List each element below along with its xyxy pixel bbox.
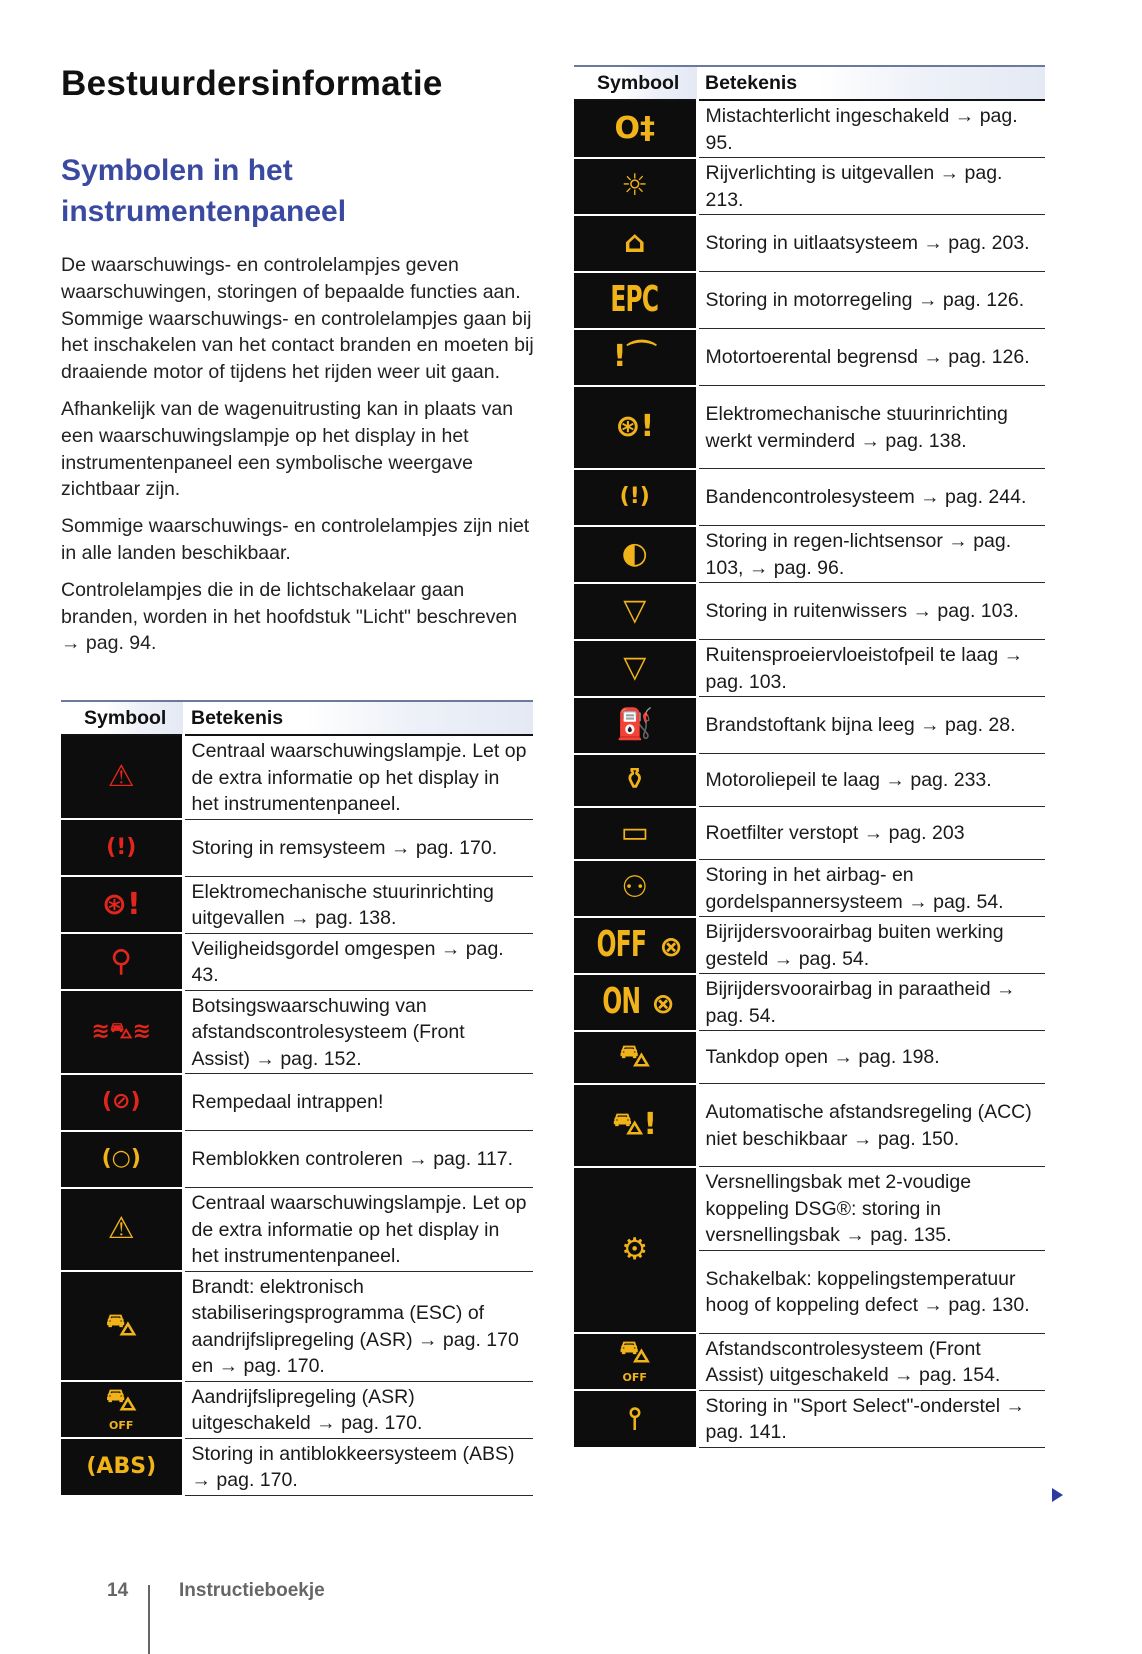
symbol-cell — [574, 697, 697, 754]
table-row — [574, 1084, 1045, 1167]
asr-off-icon: ⛍ — [105, 1382, 137, 1418]
meaning-cell: Storing in ruitenwissers → pag. 103. — [697, 583, 1045, 640]
table-row — [61, 876, 533, 933]
table-row — [574, 917, 1045, 974]
table-row — [61, 1188, 533, 1272]
table-header-row — [61, 701, 533, 735]
table-row — [574, 329, 1045, 386]
meaning-cell: Versnellingsbak met 2-voudige koppeling DSG®: storing in versnellingsbak → pag. 135. — [697, 1167, 1045, 1251]
off-label: OFF — [109, 1418, 134, 1432]
brake-pedal-icon: (⊘) — [101, 1089, 141, 1114]
meaning-cell: Botsingswaarschuwing van afstandscontrolesysteem (Front Assist) → pag. 152. — [183, 990, 533, 1074]
symbol-cell — [574, 526, 697, 583]
symbol-cell — [574, 215, 697, 272]
table-row — [574, 526, 1045, 583]
meaning-cell: Ruitensproeiervloeistofpeil te laag → pag. 103. — [697, 640, 1045, 697]
meaning-cell: Automatische afstandsregeling (ACC) niet beschikbaar → pag. 150. — [697, 1084, 1045, 1167]
meaning-cell: Motoroliepeil te laag → pag. 233. — [697, 754, 1045, 807]
meaning-cell: Brandstoftank bijna leeg → pag. 28. — [697, 697, 1045, 754]
particulate-filter-icon: ▭ — [620, 815, 649, 850]
table-row — [61, 933, 533, 990]
symbol-cell — [574, 1084, 697, 1167]
table-row — [574, 215, 1045, 272]
table-row — [574, 386, 1045, 469]
off-label: OFF — [622, 1370, 647, 1384]
meaning-cell: Motortoerental begrensd → pag. 126. — [697, 329, 1045, 386]
engine-icon: ⌂ — [624, 225, 646, 260]
bulb-failure-icon: ☼ — [621, 168, 649, 203]
meaning-cell: Elektromechanische stuurinrichting werkt verminderd → pag. 138. — [697, 386, 1045, 469]
meaning-cell: Afstandscontrolesysteem (Front Assist) uitgeschakeld → pag. 154. — [697, 1333, 1045, 1390]
symbol-cell — [574, 1333, 697, 1390]
airbag-icon: ⚇ — [621, 870, 649, 905]
meaning-cell: Storing in motorregeling → pag. 126. — [697, 272, 1045, 329]
symbol-cell — [61, 819, 183, 876]
symbol-cell — [61, 735, 183, 819]
symbol-table-left — [61, 700, 533, 1496]
symbol-cell — [574, 583, 697, 640]
symbol-cell — [574, 158, 697, 215]
table-row — [61, 1438, 533, 1495]
symbol-cell — [574, 386, 697, 469]
esc-skid-icon: ⛍ — [105, 1308, 137, 1343]
meaning-cell: Roetfilter verstopt → pag. 203 — [697, 807, 1045, 860]
symbol-cell — [574, 272, 697, 329]
intro-paragraph: De waarschuwings- en controlelampjes geven waarschuwingen, storingen of bepaalde functies aan. Sommige waarschuwings- en controlelampjes gaan bij het inschakelen van het contact branden en moeten bij draaiende motor of tijdens het rijden weer uit gaan. — [61, 254, 534, 384]
meaning-cell: Rempedaal intrappen! — [183, 1074, 533, 1131]
meaning-cell: Rijverlichting is uitgevallen → pag. 213. — [697, 158, 1045, 215]
warning-triangle-icon: ⚠ — [107, 1211, 135, 1247]
meaning-cell: Storing in het airbag- en gordelspannersysteem → pag. 54. — [697, 860, 1045, 917]
front-assist-collision-icon: ≋⛍≋ — [91, 1018, 152, 1044]
meaning-cell: Storing in "Sport Select"-onderstel → pag. 141. — [697, 1390, 1045, 1447]
meaning-cell: Tankdop open → pag. 198. — [697, 1031, 1045, 1084]
symbol-cell — [574, 754, 697, 807]
symbol-cell — [574, 1031, 697, 1084]
meaning-cell: Remblokken controleren → pag. 117. — [183, 1131, 533, 1188]
meaning-cell: Bijrijdersvoorairbag in paraatheid → pag. 54. — [697, 974, 1045, 1031]
table-row — [61, 1074, 533, 1131]
footer-book-title: Instructieboekje — [179, 1580, 325, 1601]
table-row — [61, 735, 533, 819]
table-row — [574, 1031, 1045, 1084]
rain-light-sensor-icon: ◐ — [621, 536, 648, 571]
table-header-row — [574, 66, 1045, 100]
warning-triangle-icon: ⚠ — [107, 759, 135, 794]
table-row — [574, 272, 1045, 329]
oil-can-icon: ⚱ — [622, 762, 648, 797]
table-row — [574, 807, 1045, 860]
table-row — [61, 1131, 533, 1188]
symbol-cell — [574, 1167, 697, 1334]
meaning-cell: Veiligheidsgordel omgespen → pag. 43. — [183, 933, 533, 990]
table-row — [574, 583, 1045, 640]
symbol-cell — [574, 1390, 697, 1447]
intro-paragraph: Afhankelijk van de wagenuitrusting kan in plaats van een waarschuwingslampje op het display in het instrumentenpaneel een symbolische weergave zichtbaar zijn. — [61, 397, 514, 501]
meaning-cell: Aandrijfslipregeling (ASR) uitgeschakeld → pag. 170. — [183, 1381, 533, 1438]
airbag-symbol-icon: ⊗ — [659, 930, 683, 963]
table-row — [574, 974, 1045, 1031]
table-row — [574, 469, 1045, 526]
abs-icon: (ABS) — [86, 1454, 157, 1479]
symbol-cell — [61, 990, 183, 1074]
symbol-table-right — [574, 65, 1045, 1448]
table-row — [574, 1167, 1045, 1251]
table-row — [574, 697, 1045, 754]
meaning-cell: Bijrijdersvoorairbag buiten werking gesteld → pag. 54. — [697, 917, 1045, 974]
symbol-cell — [574, 100, 697, 158]
table-row — [61, 819, 533, 876]
symbol-cell — [61, 1271, 183, 1381]
page-title: Bestuurdersinformatie — [61, 64, 443, 103]
table-row — [61, 1381, 533, 1438]
symbol-cell — [574, 807, 697, 860]
table-row — [574, 158, 1045, 215]
continue-arrow-icon — [1052, 1488, 1063, 1502]
header-symbol: Symbool — [574, 66, 697, 100]
symbol-cell — [574, 640, 697, 697]
tyre-pressure-icon: (!) — [619, 484, 650, 509]
steering-wheel-exclamation-icon: ⊛! — [615, 409, 655, 444]
rpm-limit-icon: !⌒ — [612, 339, 657, 374]
symbol-cell — [574, 974, 697, 1031]
washer-fluid-icon: ▽ — [623, 650, 647, 685]
symbol-cell — [574, 860, 697, 917]
table-row — [61, 1271, 533, 1381]
symbol-cell — [574, 329, 697, 386]
intro-text — [61, 252, 541, 667]
table-row — [574, 754, 1045, 807]
table-row — [574, 1390, 1045, 1447]
fuel-cap-icon: ⛍ — [619, 1039, 651, 1074]
wiper-icon: ▽ — [623, 593, 647, 628]
meaning-cell: Centraal waarschuwingslampje. Let op de extra informatie op het display in het instrumentenpaneel. — [183, 735, 533, 819]
table-row — [574, 640, 1045, 697]
table-row — [574, 100, 1045, 158]
front-assist-off-icon: ⛍ — [619, 1334, 651, 1370]
meaning-cell: Mistachterlicht ingeschakeld → pag. 95. — [697, 100, 1045, 158]
passenger-airbag-on-icon: ON — [602, 981, 640, 1022]
passenger-airbag-off-icon: OFF — [596, 924, 646, 965]
meaning-cell: Storing in uitlaatsysteem → pag. 203. — [697, 215, 1045, 272]
epc-icon: EPC — [610, 279, 659, 320]
header-meaning: Betekenis — [697, 66, 1045, 100]
steering-wheel-exclamation-icon: ⊛! — [101, 886, 141, 922]
sport-select-icon: ⫯ — [628, 1401, 642, 1436]
meaning-cell: Brandt: elektronisch stabiliseringsprogramma (ESC) of aandrijfslipregeling (ASR) → pag. 170 en → pag. 170. — [183, 1271, 533, 1381]
symbol-cell — [574, 469, 697, 526]
acc-unavailable-icon: ⛍! — [612, 1107, 658, 1142]
brake-system-icon: (!) — [106, 834, 137, 860]
page-number: 14 — [107, 1580, 129, 1601]
symbol-cell — [61, 1131, 183, 1188]
symbol-cell — [574, 917, 697, 974]
header-meaning: Betekenis — [183, 701, 533, 735]
seatbelt-icon: ⚲ — [110, 943, 133, 979]
symbol-cell — [61, 876, 183, 933]
airbag-symbol-icon: ⊗ — [651, 987, 675, 1020]
footer-divider — [148, 1585, 150, 1654]
table-row — [61, 990, 533, 1074]
meaning-cell: Storing in regen-lichtsensor → pag. 103, → pag. 96. — [697, 526, 1045, 583]
symbol-cell — [61, 1438, 183, 1495]
symbol-cell — [61, 933, 183, 990]
intro-paragraph: Controlelampjes die in de lichtschakelaar gaan branden, worden in het hoofdstuk "Licht" beschreven → pag. 94. — [61, 578, 518, 655]
symbol-cell — [61, 1188, 183, 1272]
meaning-cell: Schakelbak: koppelingstemperatuur hoog of koppeling defect → pag. 130. — [697, 1250, 1045, 1333]
symbol-cell — [61, 1381, 183, 1438]
meaning-cell: Centraal waarschuwingslampje. Let op de extra informatie op het display in het instrumentenpaneel. — [183, 1188, 533, 1272]
rear-fog-light-icon: O‡ — [614, 110, 655, 146]
table-row — [574, 1333, 1045, 1390]
meaning-cell: Storing in remsysteem → pag. 170. — [183, 819, 533, 876]
brake-pads-icon: (○) — [101, 1146, 141, 1171]
fuel-pump-icon: ⛽ — [616, 707, 654, 742]
meaning-cell: Elektromechanische stuurinrichting uitgevallen → pag. 138. — [183, 876, 533, 933]
meaning-cell: Bandencontrolesysteem → pag. 244. — [697, 469, 1045, 526]
header-symbol: Symbool — [61, 701, 183, 735]
meaning-cell: Storing in antiblokkeersysteem (ABS) → pag. 170. — [183, 1438, 533, 1495]
table-row — [574, 860, 1045, 917]
symbol-cell — [61, 1074, 183, 1131]
section-title: Symbolen in het instrumentenpaneel — [61, 154, 347, 228]
gearbox-icon: ⚙ — [621, 1231, 649, 1267]
intro-paragraph: Sommige waarschuwings- en controlelampjes zijn niet in alle landen beschikbaar. — [61, 515, 530, 564]
